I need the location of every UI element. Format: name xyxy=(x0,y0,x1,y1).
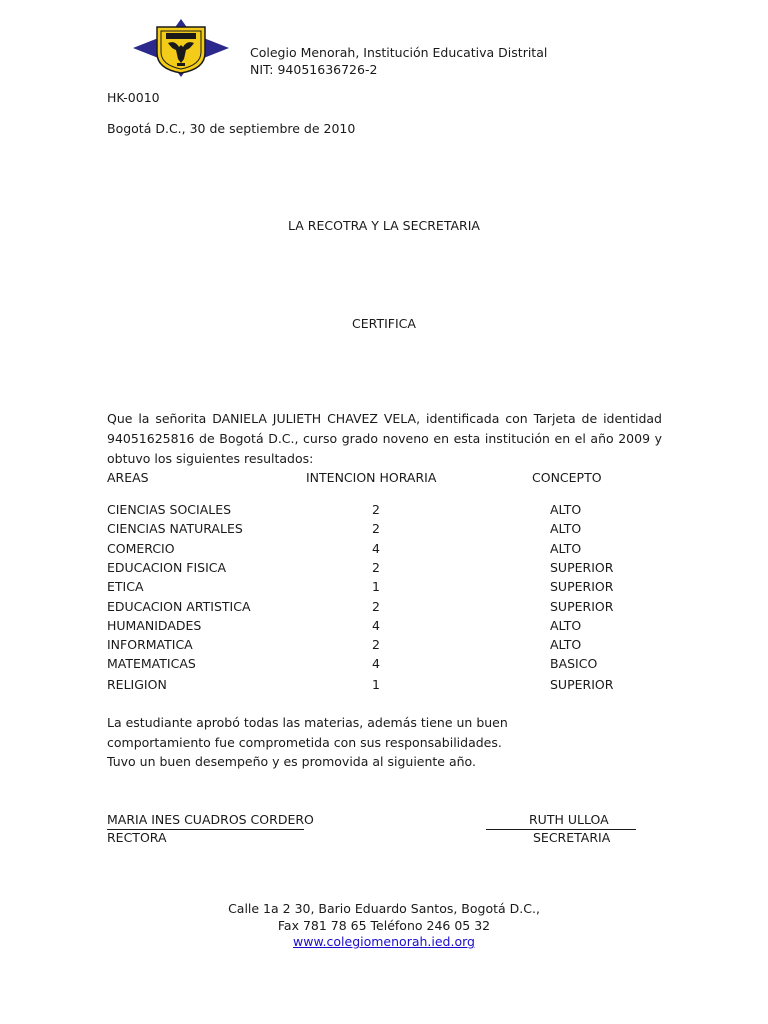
row-concept: SUPERIOR xyxy=(550,677,614,692)
row-area: EDUCACION ARTISTICA xyxy=(107,599,251,614)
row-area: RELIGION xyxy=(107,677,167,692)
row-concept: ALTO xyxy=(550,541,582,556)
table-row xyxy=(107,541,667,561)
column-header-areas: AREAS xyxy=(107,470,149,485)
row-area: ETICA xyxy=(107,579,144,594)
row-concept: ALTO xyxy=(550,637,582,652)
row-concept: ALTO xyxy=(550,618,582,633)
promotion-statement: Tuvo un buen desempeño y es promovida al siguiente año. xyxy=(107,754,476,769)
row-hours: 4 xyxy=(372,541,380,556)
rector-name: MARIA INES CUADROS CORDERO xyxy=(107,812,314,827)
table-row xyxy=(107,677,667,697)
row-area: MATEMATICAS xyxy=(107,656,196,671)
row-area: EDUCACION FISICA xyxy=(107,560,227,575)
certifica-heading: CERTIFICA xyxy=(352,316,416,331)
secretary-name: RUTH ULLOA xyxy=(529,812,609,827)
table-row xyxy=(107,502,667,522)
institution-nit: NIT: 94051636726-2 xyxy=(250,62,378,77)
row-area: COMERCIO xyxy=(107,541,175,556)
table-row xyxy=(107,618,667,638)
row-concept: BASICO xyxy=(550,656,598,671)
row-hours: 2 xyxy=(372,502,380,517)
website-link[interactable]: www.colegiomenorah.ied.org xyxy=(293,934,475,949)
table-row xyxy=(107,560,667,580)
intro-paragraph: Que la señorita DANIELA JULIETH CHAVEZ VELA, identificada con Tarjeta de identidad 94051625816 de Bogotá D.C., curso grado noveno en esta institución en el año 2009 y obtuvo los siguientes resultados: xyxy=(107,411,662,466)
table-row xyxy=(107,656,667,676)
issuer-heading: LA RECOTRA Y LA SECRETARIA xyxy=(288,218,480,233)
column-header-concept: CONCEPTO xyxy=(532,470,602,485)
row-concept: ALTO xyxy=(550,502,582,517)
row-area: HUMANIDADES xyxy=(107,618,202,633)
row-hours: 2 xyxy=(372,599,380,614)
row-hours: 4 xyxy=(372,618,380,633)
secretary-title: SECRETARIA xyxy=(533,830,611,845)
document-reference: HK-0010 xyxy=(107,90,160,105)
row-hours: 2 xyxy=(372,637,380,652)
row-hours: 4 xyxy=(372,656,380,671)
footer-phones: Fax 781 78 65 Teléfono 246 05 32 xyxy=(277,918,491,933)
row-concept: ALTO xyxy=(550,521,582,536)
row-concept: SUPERIOR xyxy=(550,579,614,594)
row-hours: 1 xyxy=(372,579,380,594)
row-hours: 1 xyxy=(372,677,380,692)
closing-statement: La estudiante aprobó todas las materias, además tiene un buen comportamiento fue comprometida con sus responsabilidades. xyxy=(107,715,508,750)
row-area: INFORMATICA xyxy=(107,637,193,652)
document-date: Bogotá D.C., 30 de septiembre de 2010 xyxy=(107,121,356,136)
column-header-hours: INTENCION HORARIA xyxy=(306,470,437,485)
footer-address: Calle 1a 2 30, Bario Eduardo Santos, Bogotá D.C., xyxy=(228,901,540,916)
row-concept: SUPERIOR xyxy=(550,599,614,614)
school-logo xyxy=(133,19,229,77)
table-row xyxy=(107,579,667,599)
grades-table-header xyxy=(107,470,667,490)
row-area: CIENCIAS NATURALES xyxy=(107,521,243,536)
table-row xyxy=(107,521,667,541)
row-concept: SUPERIOR xyxy=(550,560,614,575)
row-hours: 2 xyxy=(372,560,380,575)
row-hours: 2 xyxy=(372,521,380,536)
row-area: CIENCIAS SOCIALES xyxy=(107,502,232,517)
table-row xyxy=(107,599,667,619)
rector-title: RECTORA xyxy=(107,830,167,845)
institution-name: Colegio Menorah, Institución Educativa Distrital xyxy=(250,45,548,60)
table-row xyxy=(107,637,667,657)
